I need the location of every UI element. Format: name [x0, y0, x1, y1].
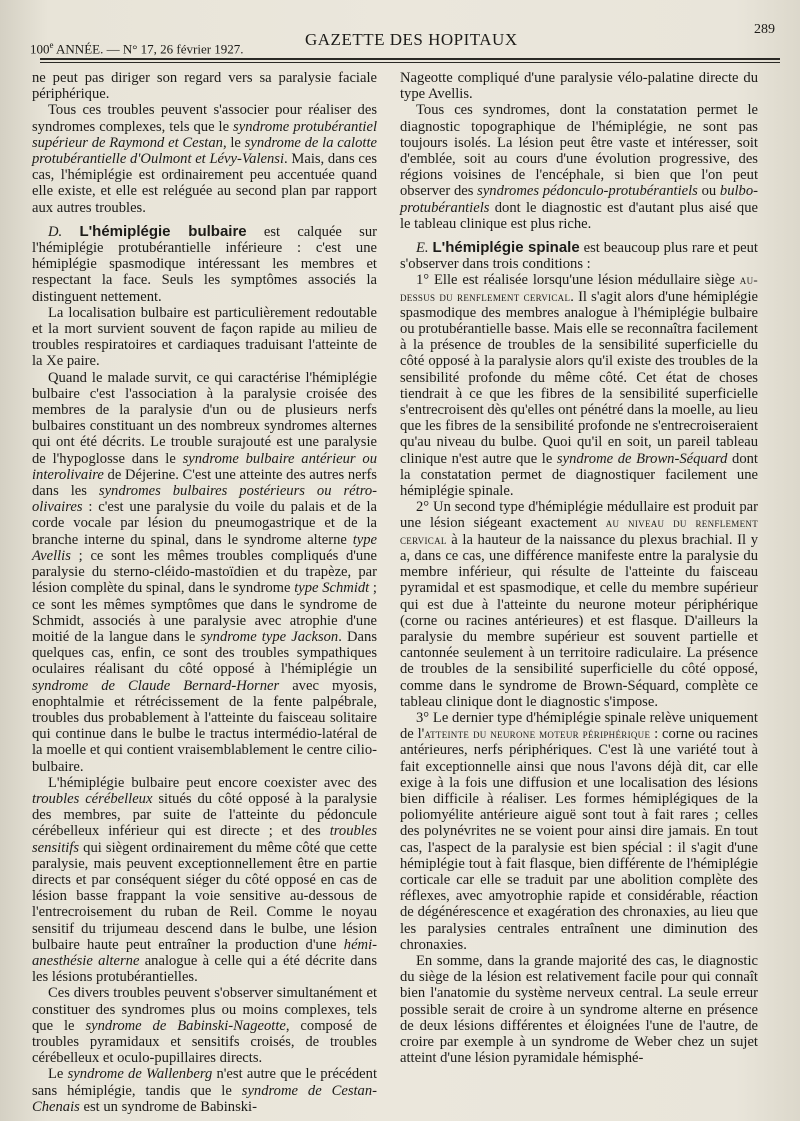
- paragraph: La localisation bulbaire est particulièrement redoutable et la mort survient souvent de façon rapide au milieu de troubles respiratoires et cardiaques traduisant l'atteinte de la Xe paire.: [32, 304, 377, 370]
- issue-info: 100e ANNÉE. — N° 17, 26 février 1927.: [30, 40, 244, 57]
- paragraph: Tous ces troubles peuvent s'associer pour réaliser des syndromes complexes, tels que le syndrome protubérantiel supérieur de Raymond et Cestan, le syndrome de la calotte protubérantielle d'Oulmont et Lévy-Valensi. Mais, dans ces cas, l'hémiplégie est ordinairement peu accentuée quand elle existe, et elle est reléguée au second plan par rapport aux autres troubles.: [32, 102, 377, 216]
- running-head: [30, 22, 775, 56]
- section-e: E. L'hémiplégie spinale est beaucoup plus rare et peut s'observer dans trois conditions :: [400, 239, 758, 273]
- page-number: 289: [754, 22, 775, 37]
- paragraph: Nageotte compliqué d'une paralysie vélo-palatine directe du type Avellis.: [400, 70, 758, 103]
- header-rule-thin: [40, 62, 780, 63]
- paragraph: En somme, dans la grande majorité des cas, le diagnostic du siège de la lésion est relativement facile pour qui connaît bien l'anatomie du système nerveux central. La seule erreur possible serait de croire à un syndrome alterne en présence de deux lésions différentes et éloignées l'une de l'autre, de croire par exemple à un syndrome de Weber chez un sujet atteint d'une lésion pyramidale hémisphé-: [400, 952, 758, 1067]
- paragraph: 2° Un second type d'hémiplégie médullaire est produit par une lésion siégeant exactement au niveau du renflement cervical à la hauteur de la naissance du plexus brachial. Il y a, dans ce cas, une différence manifeste entre la paralysie du membre inférieur, qui résulte de l'atteinte du faisceau pyramidal et est spasmodique, et celle du membre supérieur qui est due à l'atteinte du neurone moteur périphérique (corne ou racines antérieures) et est flasque. D'ailleurs la paralysie du membre supérieur est souvent partielle et cantonnée seulement à un territoire radiculaire. La présence de troubles de la sensibilité superficielle du côté opposé, comme dans le syndrome de Brown-Séquard, complète ce tableau clinique dont le diagnostic s'impose.: [400, 499, 759, 710]
- right-column: [400, 70, 758, 1066]
- paragraph: Tous ces syndromes, dont la constatation permet le diagnostic topographique de l'hémiplégie, ne sont pas toujours isolés. La lésion peut être vaste et intéresser, soit d'emblée, soit au cours d'une évolution progressive, des régions voisines de l'encéphale, si bien que l'on peut observer des syndromes pédonculo-protubérantiels ou bulbo-protubérantiels dont le diagnostic est d'autant plus aisé que le tableau clinique est plus riche.: [400, 102, 758, 232]
- paragraph: Ces divers troubles peuvent s'observer simultanément et constituer des syndromes plus ou moins complexes, tels que le syndrome de Babinski-Nageotte, composé de troubles pyramidaux et sensitifs croisés, de troubles cérébelleux et oculo-pupillaires directs.: [32, 985, 377, 1067]
- journal-title: GAZETTE DES HOPITAUX: [305, 30, 518, 49]
- paragraph: 3° Le dernier type d'hémiplégie spinale relève uniquement de l'atteinte du neurone moteur périphérique : corne ou racines antérieures, nerfs périphériques. C'est là une variété tout à fait exceptionnelle ainsi que nous l'avons déjà dit, car elle exige à la fois une diffusion et une localisation des lésions bien difficile à réaliser. Les formes hémiplégiques de la poliomyélite antérieure aiguë sont tout à fait rares ; celles des polynévrites ne se voient pour ainsi dire jamais. En tout cas, l'aspect de la paralysie est bien spécial : il s'agit d'une hémiplégie tout à fait flasque, bien différente de l'hémiplégie corticale car elle se traduit par une abolition complète des réflexes, avec amyotrophie rapide et considérable, réaction de dégénérescence et exagération des chronaxies, au lieu que les paralysies centrales entraînent une diminution des chronaxies.: [400, 709, 759, 953]
- left-column: [32, 70, 377, 1115]
- header-rule-thick: [40, 58, 780, 60]
- section-heading: L'hémiplégie bulbaire: [79, 222, 247, 240]
- paragraph: 1° Elle est réalisée lorsqu'une lésion médullaire siège au-dessus du renflement cervical. Il s'agit alors d'une hémiplégie spasmodique des membres analogue à l'hémiplégie bulbaire ou protubérantielle basse. Mais elle se reconnaîtra facilement à la présence de troubles de la sensibilité superficielle du côté opposé à la paralysie alors qu'il existe des troubles de la sensibilité profonde du même côté. Cet état de choses tiendrait à ce que les fibres de la sensibilité superficielle s'entrecroisent dès qu'elles ont pénétré dans la moelle, au lieu que les fibres de la sensibilité profonde ne s'entrecroiseraient qu'au niveau du bulbe. Quoi qu'il en soit, un pareil tableau clinique n'est autre que le syndrome de Brown-Séquard dont la constatation permet de diagnostiquer facilement une hémiplégie spinale.: [400, 272, 758, 500]
- section-heading: L'hémiplégie spinale: [432, 239, 580, 257]
- paragraph: ne peut pas diriger son regard vers sa paralysie faciale périphérique.: [32, 70, 377, 103]
- paragraph: Le syndrome de Wallenberg n'est autre que le précédent sans hémiplégie, tandis que le syndrome de Cestan-Chenais est un syndrome de Babinski-: [32, 1066, 378, 1115]
- section-d: D. L'hémiplégie bulbaire est calquée sur l'hémiplégie protubérantielle inférieure : c'est une hémiplégie spasmodique intéressant les membres et respectant la face. Seuls les symptômes associés la distinguent nettement.: [32, 222, 377, 305]
- paragraph: Quand le malade survit, ce qui caractérise l'hémiplégie bulbaire c'est l'association à la paralysie croisée des membres de la paralysie d'un ou de plusieurs nerfs bulbaires constituant un des nombreux syndromes alternes qui ont été décrits. Le trouble surajouté est une paralysie de l'hypoglosse dans le syndrome bulbaire antérieur ou interolivaire de Déjerine. C'est une atteinte des autres nerfs dans les syndromes bulbaires postérieurs ou rétro-olivaires : c'est une paralysie du voile du palais et de la corde vocale par lésion du pneumogastrique et de la branche interne du spinal, dans le syndrome alterne type Avellis ; ce sont les mêmes troubles compliqués d'une paralysie du sterno-cléido-mastoïdien et du trapèze, par lésion complète du spinal, dans le syndrome type Schmidt ; ce sont les mêmes symptômes que dans le syndrome de Schmidt, associés à une paralysie avec atrophie d'une moitié de la langue dans le syndrome type Jackson. Dans quelques cas, enfin, ce sont des troubles sympathiques oculaires réalisant du côté opposé à l'hémiplégie un syndrome de Claude Bernard-Horner avec myosis, enophtalmie et rétrécissement de la fente palpébrale, troubles dus probablement à l'atteinte du faisceau solitaire qui continue dans le bulbe le tractus intermédio-latéral de la moelle et qui contient vraisemblablement le centre cilio-bulbaire.: [32, 369, 377, 775]
- paragraph: L'hémiplégie bulbaire peut encore coexister avec des troubles cérébelleux situés du côté opposé à la paralysie des membres, par suite de l'atteinte du pédoncule cérébelleux inférieur qui est directe ; et des troubles sensitifs qui siègent ordinairement du même côté que cette paralysie, mais peuvent exceptionnellement être en partie directs et par conséquent siéger du côté opposé en cas de lésion basse frappant la voie sensitive au-dessous de l'entrecroisement du ruban de Reil. Comme le noyau sensitif du trijumeau descend dans le bulbe, une lésion bulbaire haute peut entraîner la production d'une hémi-anesthésie alterne analogue à celle qui a été décrite dans les lésions protubérantielles.: [32, 774, 377, 986]
